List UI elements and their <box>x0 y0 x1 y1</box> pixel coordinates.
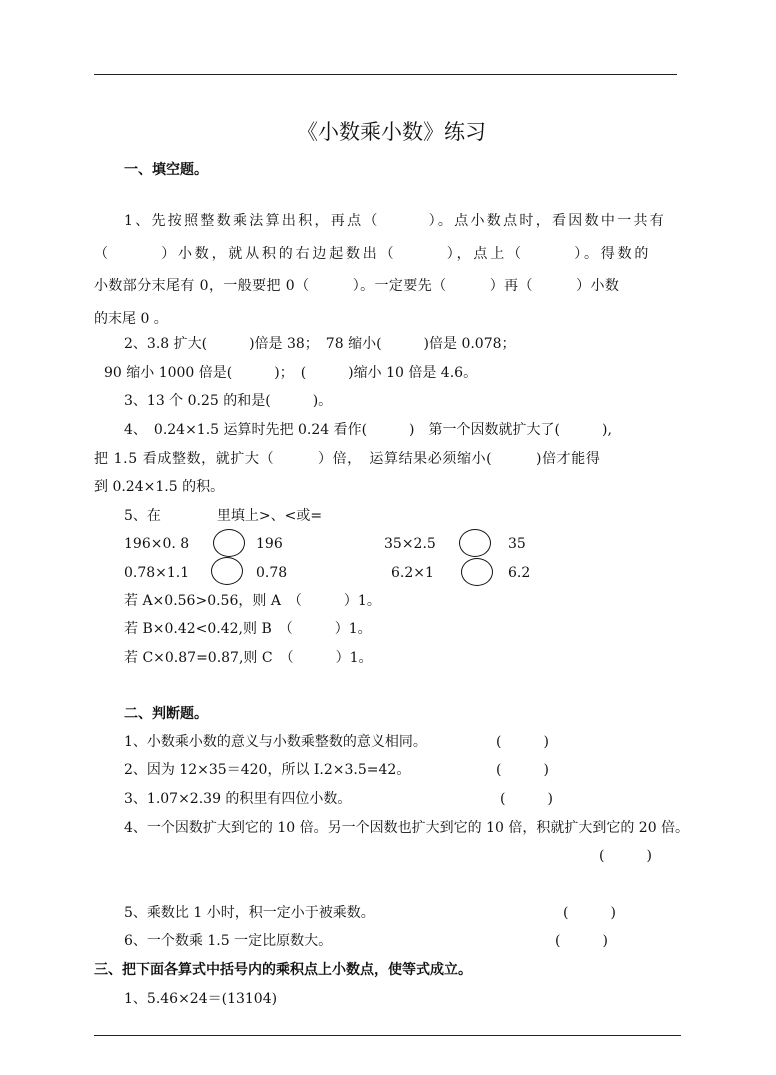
judge-answer-2[interactable]: ( ) <box>496 762 549 778</box>
q5-b-right: 35 <box>508 536 526 552</box>
compare-circle[interactable] <box>461 558 493 586</box>
q3: 3、13 个 0.25 的和是( )。 <box>124 393 333 409</box>
judge-item-5: 5、乘数比 1 小时，积一定小于被乘数。 <box>124 905 375 921</box>
q4-line-1: 4、 0.24×1.5 运算时先把 0.24 看作( ) 第一个因数就扩大了( ), <box>124 422 612 438</box>
q5-d-left: 6.2×1 <box>391 565 434 581</box>
judge-answer-6[interactable]: ( ) <box>555 933 608 949</box>
q5-a-right: 196 <box>256 536 283 552</box>
section-1-heading: 一、填空题。 <box>124 162 208 178</box>
q4-line-2: 把 1.5 看成整数，就扩大（ ）倍， 运算结果必须缩小( )倍才能得 <box>94 451 601 467</box>
q5-c-left: 0.78×1.1 <box>124 565 190 581</box>
q5-intro: 5、在 里填上>、<或= <box>124 508 323 524</box>
judge-item-2: 2、因为 12×35＝420，所以 I.2×3.5=42。 <box>124 762 411 778</box>
q2-line-2: 90 缩小 1000 倍是( )； ( )缩小 10 倍是 4.6。 <box>104 365 478 381</box>
top-rule <box>94 74 677 75</box>
q4-line-3: 到 0.24×1.5 的积。 <box>94 479 225 495</box>
q5-a-left: 196×0. 8 <box>124 536 190 552</box>
compare-circle[interactable] <box>211 557 243 585</box>
section-3-heading: 三、把下面各算式中括号内的乘积点上小数点，使等式成立。 <box>94 962 472 978</box>
page-title: 《小数乘小数》练习 <box>297 120 486 144</box>
q5-g: 若 C×0.87=0.87,则 C （ ）1。 <box>124 650 373 666</box>
q5-c-right: 0.78 <box>256 565 288 581</box>
section-2-heading: 二、判断题。 <box>124 706 208 722</box>
judge-answer-5[interactable]: ( ) <box>563 905 616 921</box>
judge-item-6: 6、一个数乘 1.5 一定比原数大。 <box>124 933 333 949</box>
q5-e: 若 A×0.56>0.56，则 A （ ）1。 <box>124 593 381 609</box>
q5-b-left: 35×2.5 <box>384 536 436 552</box>
judge-answer-4[interactable]: ( ) <box>599 848 652 864</box>
judge-item-3: 3、1.07×2.39 的积里有四位小数。 <box>124 791 352 807</box>
q1-line-4: 的末尾 0 。 <box>94 311 168 327</box>
q5-f: 若 B×0.42<0.42,则 B （ ）1。 <box>124 621 372 637</box>
q1-line-3: 小数部分末尾有 0，一般要把 0（ ）。一定要先（ ）再（ ）小数 <box>94 278 620 294</box>
section-3-q1: 1、5.46×24＝(13104) <box>124 991 278 1007</box>
q2-line-1: 2、3.8 扩大( )倍是 38； 78 缩小( )倍是 0.078； <box>124 336 516 352</box>
judge-answer-1[interactable]: ( ) <box>496 734 549 750</box>
q1-line-1: 1、先按照整数乘法算出积，再点（ ）。点小数点时，看因数中一共有 <box>124 213 667 229</box>
judge-item-1: 1、小数乘小数的意义与小数乘整数的意义相同。 <box>124 734 427 750</box>
compare-circle[interactable] <box>459 529 491 557</box>
compare-circle[interactable] <box>213 529 245 557</box>
q5-d-right: 6.2 <box>508 565 531 581</box>
judge-answer-3[interactable]: ( ) <box>500 791 553 807</box>
q1-line-2: （ ）小数，就从积的右边起数出（ ），点上（ ）。得数的 <box>94 246 652 262</box>
judge-item-4: 4、一个因数扩大到它的 10 倍。另一个因数也扩大到它的 10 倍，积就扩大到它的 20 倍。 <box>124 820 690 836</box>
bottom-rule <box>94 1035 681 1036</box>
